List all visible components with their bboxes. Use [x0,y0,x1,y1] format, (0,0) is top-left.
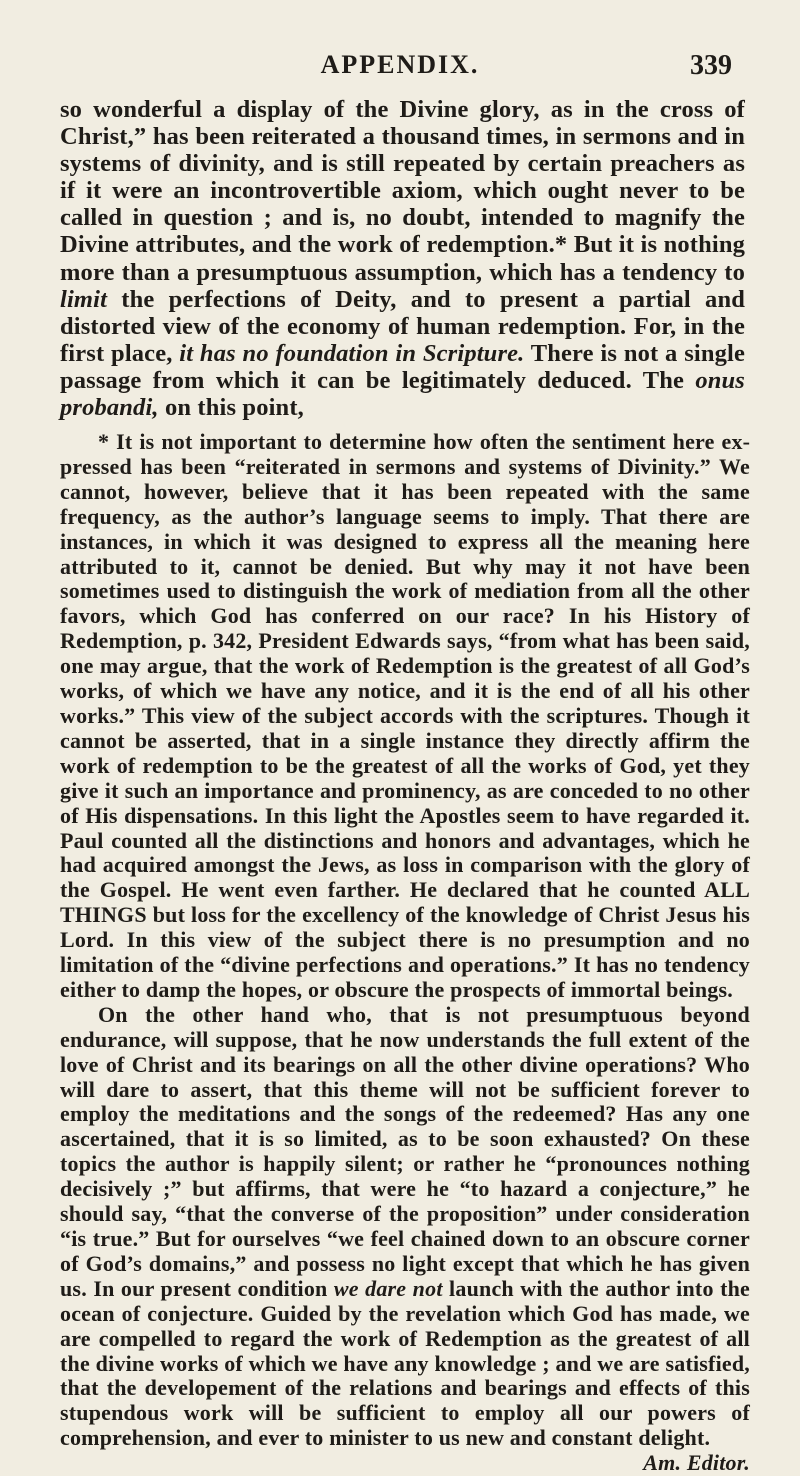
page-number: 339 [690,50,732,81]
footnote-text-part: On the other hand who, that is not presumptuous beyond endurance, will suppose, that he now understands the full extent of the love of Christ and its bearings on all the other divine operations? Who will dare to assert, that this theme will not be sufficient forever to employ the meditations and the songs of the redeemed? Has any one ascertained, that it is so limited, as to be soon exhausted? On these topics the author is happily silent; or rather he “pronounces nothing decisively ;” but affirms, that were he “to hazard a conjecture,” he should say, “that the converse of the proposition” under consideration “is true.” But for ourselves “we feel chained down to an obscure corner of God’s domains,” and possess no light except that which he has given us. In our present condition [60,1001,750,1301]
footnote-paragraph: * It is not important to determine how often the sentiment here expressed has been “reiterated in sermons and systems of Divinity.” We cannot, however, believe that it has been repeated with the same frequency, as the author’s language seems to imply. That there are instances, in which it was designed to express all the meaning here attributed to it, cannot be denied. But why may it not have been sometimes used to distinguish the work of mediation from all the other favors, which God has conferred on our race? In his History of Redemption, p. 342, President Edwards says, “from what has been said, one may argue, that the work of Redemption is the greatest of all God’s works, of which we have any notice, and it is the end of all his other works.” This view of the subject accords with the scriptures. Though it cannot be asserted, that in a single instance they directly affirm the work of redemption to be the greatest of all the works of God, yet they give it such an importance and prominency, as are conceded to no other of His dispensations. In this light the Apostles seem to have regarded it. Paul counted all the distinctions and honors and advantages, which he had acquired amongst the Jews, as loss in comparison with the glory of the Gospel. He went even farther. He declared that he counted ALL THINGS but loss for the excellency of the knowledge of Christ Jesus his Lord. In this view of the subject there is no presumption and no limitation of the “divine perfections and operations.” It has no tendency either to damp the hopes, or obscure the prospects of immortal beings. [60,429,750,1002]
footnote-paragraph [60,1001,750,1476]
footnote [60,430,750,1476]
running-head: APPENDIX. [320,50,480,79]
emphasis-we-dare-not: we dare not [333,1275,443,1301]
main-text-part: so wonderful a display of the Divine glory, as in the cross of Christ,” has been reiterated a thousand times, in sermons and in systems of divinity, and is still repeated by certain preachers as if it were an incontrovertible axiom, which ought never to be called in question ; and is, no doubt, intended to magnify the Divine attributes, and the work of redemption.* But it is nothing more than a presumptuous assumption, which has a tendency to [60,96,745,286]
emphasis-onus-probandi: onus probandi, [60,366,745,422]
main-text-part: the perfections of Deity, and to present a partial and distorted view of the economy of human redemption. For, in the first place, [60,285,745,367]
emphasis-no-foundation: it has no foundation in Scripture. [179,339,525,367]
footnote-text-part: launch with the author into the ocean of conjecture. Guided by the revelation which God has made, we are compelled to regard the work of Redemption as the greatest of all the divine works of which we have any knowledge ; and we are satisfied, that the developement of the relations and bearings and effects of this stupendous work will be sufficient to employ all our powers of comprehension, and ever to minister to us new and constant delight. [60,1275,750,1451]
page-header [60,50,740,86]
emphasis-limit: limit [60,285,108,313]
main-paragraph [60,96,745,421]
main-text [60,96,745,421]
main-text-part: on this point, [158,394,304,422]
main-text-part: There is not a single passage from which it can be legitimately deduced. The [60,339,746,394]
editor-signature: Am. Editor. [643,1450,750,1476]
